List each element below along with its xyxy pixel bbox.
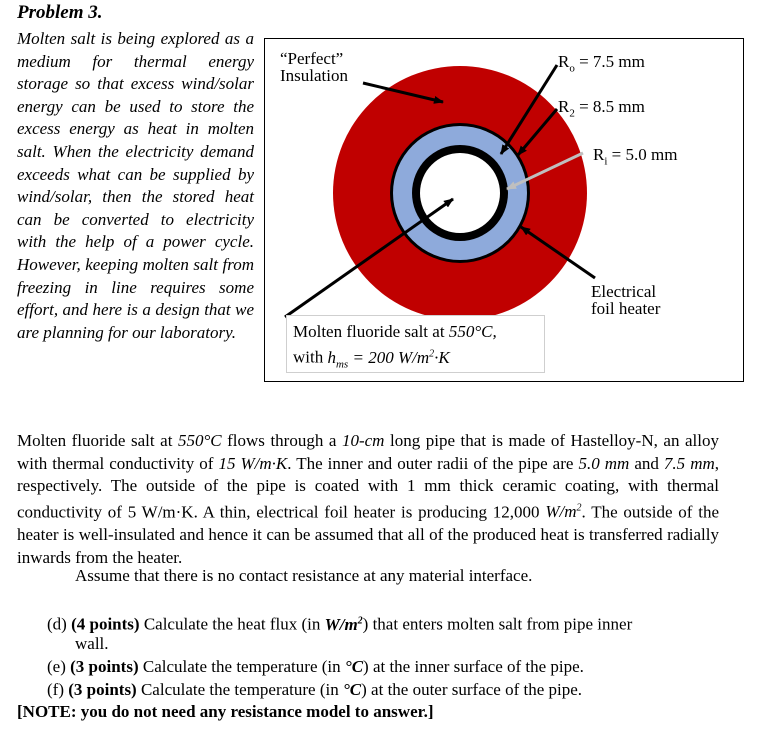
question-e: (e) (3 points) Calculate the temperature (in °C) at the inner surface of the pipe. bbox=[47, 657, 584, 676]
insulation-label-1: “Perfect” bbox=[280, 49, 344, 68]
problem-intro: Molten salt is being explored as a medium for thermal energy storage so that excess wind/solar energy can be used to store the excess energy as heat in molten salt. When the electricity demand exceeds what can be supplied by wind/solar, then the stored heat can be converted to electricity with the help of a power cycle. However, keeping molten salt from freezing in line requires some effort, and here is a design that we are planning for our laboratory. bbox=[17, 29, 254, 342]
insulation-label-2: Insulation bbox=[280, 66, 348, 85]
heater-label-2: foil heater bbox=[591, 299, 661, 318]
molten-salt-label: Molten fluoride salt at 550°C, with $h_{ms} = 200$ $W/m^2\cdot K$ bbox=[286, 315, 545, 373]
question-f: (f) (3 points) Calculate the temperature (in °C) at the outer surface of the pipe. bbox=[47, 680, 583, 699]
assumption-line: Assume that there is no contact resistance at any material interface. bbox=[75, 566, 533, 585]
ro-label: $R_o = 7.5$ mm bbox=[558, 52, 645, 75]
molten-salt-core bbox=[420, 153, 500, 233]
r2-label: $R_2 = 8.5$ mm bbox=[558, 97, 645, 120]
ri-label: $R_i = 5.0$ mm bbox=[593, 145, 678, 168]
note-line: [NOTE: you do not need any resistance model to answer.] bbox=[17, 702, 434, 721]
question-d-cont: wall. bbox=[75, 634, 109, 653]
problem-statement: Molten fluoride salt at 550°C flows through a 10-cm long pipe that is made of Hastelloy-N, an alloy with thermal conductivity of 15 W/m·K. The inner and outer radii of the pipe are 5.0 mm and 7.5 mm, respectively. The outside of the pipe is coated with 1 mm thick ceramic coating, with thermal conductivity of 5 W/m·K. A thin, electrical foil heater is producing 12,000 $W/m^2$. The outside of the heater is well-insulated and hence it can be assumed that all of the produced heat is transferred radially inwards from the heater. bbox=[17, 431, 720, 567]
question-d: (d) (4 points) Calculate the heat flux (in $W/m^2$) that enters molten salt from pipe inner bbox=[47, 614, 633, 634]
pipe-cross-section-figure bbox=[264, 38, 744, 382]
problem-title: Problem 3. bbox=[17, 2, 103, 23]
heater-label-1: Electrical bbox=[591, 282, 657, 301]
